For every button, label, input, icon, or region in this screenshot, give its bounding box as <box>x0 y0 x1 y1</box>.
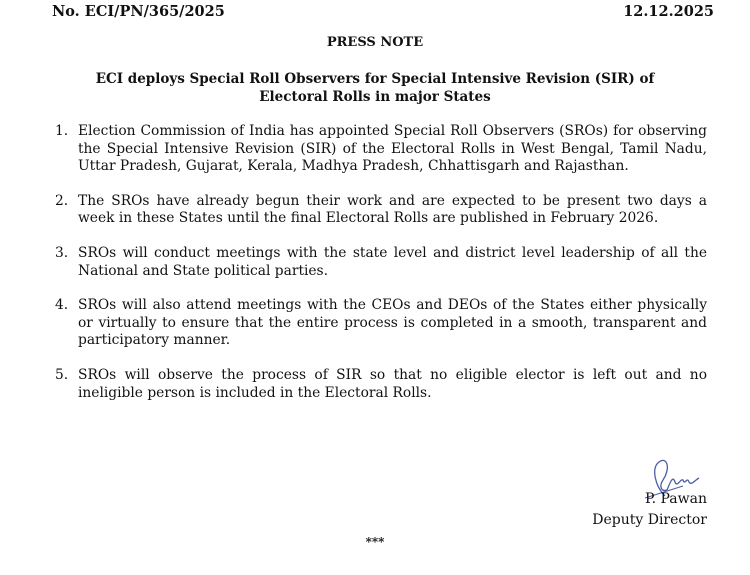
item-text: SROs will observe the process of SIR so that no eligible elector is left out and no ineligible person is included in the Electoral Rolls. <box>78 366 707 401</box>
items-list <box>55 123 707 419</box>
item-number: 4. <box>55 297 69 314</box>
document-title: ECI deploys Special Roll Observers for Special Intensive Revision (SIR) of Electoral Rolls in major States <box>95 71 655 105</box>
signatory-designation: Deputy Director <box>592 512 707 528</box>
list-item <box>55 123 707 176</box>
list-item <box>55 297 707 350</box>
item-text: The SROs have already begun their work and are expected to be present two days a week in these States until the final Electoral Rolls are published in February 2026. <box>78 192 707 227</box>
item-text: Election Commission of India has appointed Special Roll Observers (SROs) for observing the Special Intensive Revision (SIR) of the Electoral Rolls in West Bengal, Tamil Nadu, Uttar Pradesh, Gujarat, Kerala, Madhya Pradesh, Chhattisgarh and Rajasthan. <box>78 123 707 175</box>
item-number: 1. <box>55 123 69 139</box>
item-number: 3. <box>55 244 69 261</box>
signatory-name: P. Pawan <box>645 491 707 507</box>
end-mark: *** <box>365 535 385 549</box>
press-note-label: PRESS NOTE <box>326 35 424 50</box>
item-text: SROs will also attend meetings with the CEOs and DEOs of the States either physically or virtually to ensure that the entire process is completed in a smooth, transparent and participatory manner. <box>78 297 707 349</box>
item-number: 5. <box>55 366 69 383</box>
date: 12.12.2025 <box>623 3 714 20</box>
item-text: SROs will conduct meetings with the state level and district level leadership of all the National and State political parties. <box>78 244 707 279</box>
reference-number: No. ECI/PN/365/2025 <box>52 3 225 20</box>
list-item <box>55 245 707 280</box>
list-item <box>55 367 707 402</box>
item-number: 2. <box>55 192 69 209</box>
list-item <box>55 193 707 228</box>
